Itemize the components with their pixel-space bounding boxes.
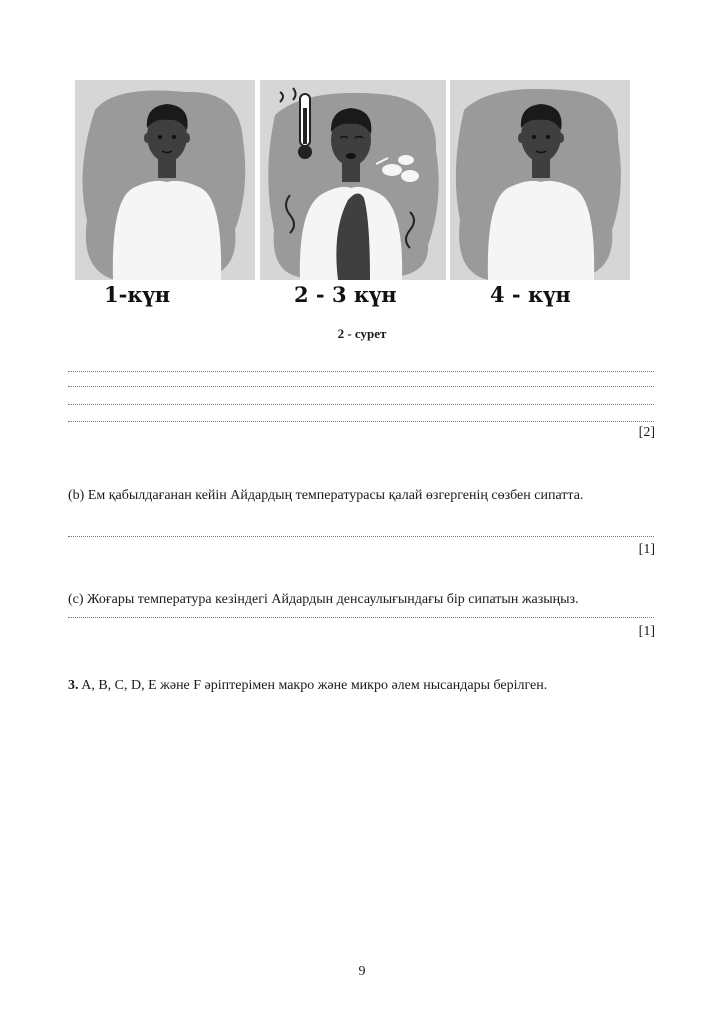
answer-line[interactable] xyxy=(68,394,654,405)
question-3-number: 3. xyxy=(68,678,79,693)
day-label-4: 4 - күн xyxy=(490,282,571,307)
answer-line[interactable] xyxy=(68,526,654,537)
boy-sick-illustration xyxy=(260,80,446,280)
mark-part-c: [1] xyxy=(638,624,655,639)
illustration-day-1 xyxy=(75,80,255,280)
question-3-text: A, B, C, D, E және F әріптерімен макро және микро әлем нысандары берілген. xyxy=(81,678,548,693)
answer-line[interactable] xyxy=(68,411,654,422)
answer-line[interactable] xyxy=(68,607,654,618)
boy-recovered-illustration xyxy=(450,80,630,280)
question-3 xyxy=(68,678,547,694)
question-c-text: (c) Жоғары температура кезіндегі Айдардын денсаулығындағы бір сипатын жазыңыз. xyxy=(68,592,579,607)
question-b-text: (b) Ем қабылдағанан кейін Айдардың температурасы қалай өзгергенің сөзбен сипатта. xyxy=(68,488,584,503)
answer-line[interactable] xyxy=(68,376,654,387)
mark-part-b: [1] xyxy=(638,542,655,557)
day-label-2-3: 2 - 3 күн xyxy=(294,282,397,307)
figure-caption: 2 - сурет xyxy=(337,326,387,341)
boy-healthy-illustration xyxy=(75,80,255,280)
mark-part-a: [2] xyxy=(638,425,655,440)
thermometer-icon xyxy=(298,94,312,159)
page-number: 9 xyxy=(358,964,366,979)
answer-line[interactable] xyxy=(68,361,654,372)
illustration-day-2-3 xyxy=(260,80,446,280)
illustration-day-4 xyxy=(450,80,630,280)
day-label-1: 1-күн xyxy=(104,282,171,307)
